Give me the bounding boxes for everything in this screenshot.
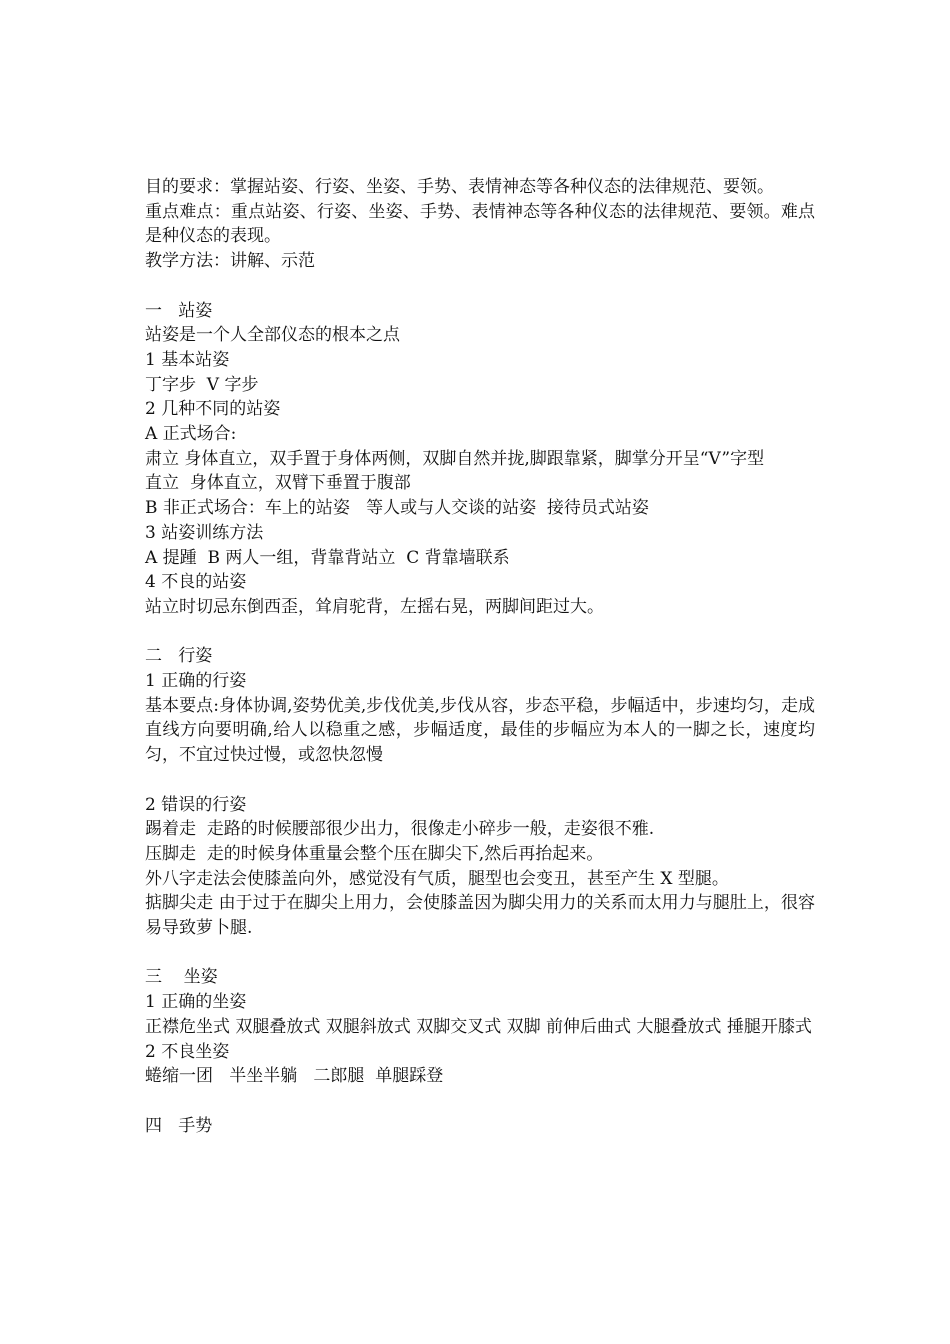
standing-training-methods: A 提踵 B 两人一组，背靠背站立 C 背靠墙联系 <box>145 547 510 568</box>
walking-wrong-tiptoe: 掂脚尖走 由于过于在脚尖上用力，会使膝盖因为脚尖用力的关系而太用力与腿肚上，很容易导致萝卜腿. <box>145 893 815 939</box>
section-heading-walking: 二 行姿 <box>145 646 213 667</box>
method-paragraph: 教学方法：讲解、示范 <box>145 251 315 272</box>
walking-wrong-kick: 踢着走 走路的时候腰部很少出力，很像走小碎步一般，走姿很不雅. <box>145 819 655 840</box>
standing-formal-desc: 肃立 身体直立，双手置于身体两侧，双脚自然并拢,脚跟靠紧，脚掌分开呈“V”字型 <box>145 448 765 469</box>
standing-subheading-training: 3 站姿训练方法 <box>145 522 264 543</box>
standing-intro: 站姿是一个人全部仪态的根本之点 <box>145 325 400 346</box>
spacer <box>145 274 815 299</box>
walking-correct-desc: 基本要点:身体协调,姿势优美,步伐优美,步伐从容，步态平稳，步幅适中，步速均匀，走成直线方向要明确,给人以稳重之感，步幅适度，最佳的步幅应为本人的一脚之长，速度均匀，不宜过快过慢，或忽快忽慢 <box>145 695 815 766</box>
spacer <box>145 1089 815 1114</box>
standing-formal-label: A 正式场合: <box>145 424 237 445</box>
section-heading-sitting: 三 坐姿 <box>145 967 218 988</box>
sitting-subheading-correct: 1 正确的坐姿 <box>145 992 247 1013</box>
spacer <box>145 768 815 793</box>
standing-subheading-basic: 1 基本站姿 <box>145 349 230 370</box>
walking-wrong-press: 压脚走 走的时候身体重量会整个压在脚尖下,然后再抬起来。 <box>145 843 604 864</box>
spacer <box>145 620 815 645</box>
standing-subheading-types: 2 几种不同的站姿 <box>145 399 281 420</box>
section-heading-gestures: 四 手势 <box>145 1115 213 1136</box>
sitting-correct-types: 正襟危坐式 双腿叠放式 双腿斜放式 双脚交叉式 双脚 前伸后曲式 大腿叠放式 捶腿开膝式 <box>145 1016 812 1037</box>
goal-paragraph: 目的要求：掌握站姿、行姿、坐姿、手势、表情神态等各种仪态的法律规范、要领。 <box>145 177 774 197</box>
walking-wrong-outtoe: 外八字走法会使膝盖向外，感觉没有气质，腿型也会变丑，甚至产生 X 型腿。 <box>145 868 729 889</box>
document-body <box>145 175 815 1138</box>
standing-informal-desc: B 非正式场合：车上的站姿 等人或与人交谈的站姿 接待员式站姿 <box>145 498 649 519</box>
standing-upright-desc: 直立 身体直立，双臂下垂置于腹部 <box>145 473 411 494</box>
spacer <box>145 941 815 966</box>
standing-subheading-bad: 4 不良的站姿 <box>145 572 247 593</box>
walking-subheading-wrong: 2 错误的行姿 <box>145 794 247 815</box>
sitting-subheading-bad: 2 不良坐姿 <box>145 1041 230 1062</box>
walking-subheading-correct: 1 正确的行姿 <box>145 671 247 692</box>
section-heading-standing: 一 站姿 <box>145 300 213 321</box>
key-points-paragraph: 重点难点：重点站姿、行姿、坐姿、手势、表情神态等各种仪态的法律规范、要领。难点是种仪态的表现。 <box>145 201 815 247</box>
standing-basic-types: 丁字步 V 字步 <box>145 374 259 395</box>
sitting-bad-types: 蜷缩一团 半坐半躺 二郎腿 单腿踩登 <box>145 1066 444 1087</box>
standing-bad-desc: 站立时切忌东倒西歪，耸肩驼背，左摇右晃，两脚间距过大。 <box>145 596 604 617</box>
